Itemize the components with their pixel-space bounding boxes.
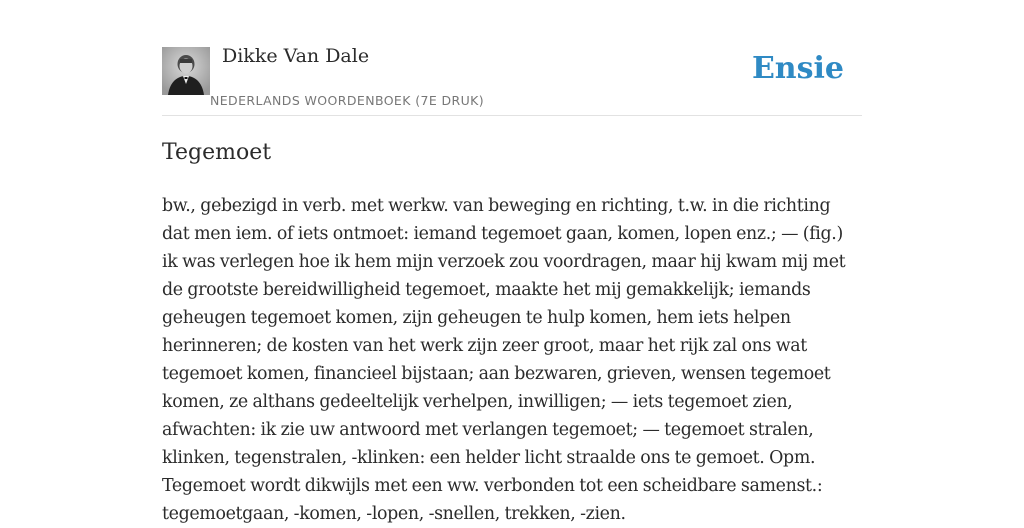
portrait-icon [162,47,210,95]
author-name[interactable]: Dikke Van Dale [222,45,370,67]
entry-title: Tegemoet [162,140,272,165]
entry-definition: bw., gebezigd in verb. met werkw. van beweging en richting, t.w. in die richting dat men iem. of iets ontmoet: iemand tegemoet gaan, komen, lopen enz.; — (fig.) ik was verlegen hoe ik hem mijn verzoek zou voordragen, maar hij kwam mij met de grootste bereidwilligheid tegemoet, maakte het mij gemakkelijk; iemands geheugen tegemoet komen, zijn geheugen te hulp komen, hem iets helpen herinneren; de kosten van het werk zijn zeer groot, maar het rijk zal ons wat tegemoet komen, financieel bijstaan; aan bezwaren, grieven, wensen tegemoet komen, ze althans gedeeltelijk verhelpen, inwilligen; — iets tegemoet zien, afwachten: ik zie uw antwoord met verlangen tegemoet; — tegemoet stralen, klinken, tegenstralen, -klinken: een helder licht straalde ons te gemoet. Opm. Tegemoet wordt dikwijls met een ww. verbonden tot een scheidbare samenst.: tegemoetgaan, -komen, -lopen, -snellen, trekken, -zien. [162,196,846,524]
ensie-logo[interactable]: Ensie [751,51,844,86]
author-avatar[interactable] [162,47,210,95]
source-label[interactable]: NEDERLANDS WOORDENBOEK (7E DRUK) [210,93,485,108]
entry-header [162,0,862,116]
